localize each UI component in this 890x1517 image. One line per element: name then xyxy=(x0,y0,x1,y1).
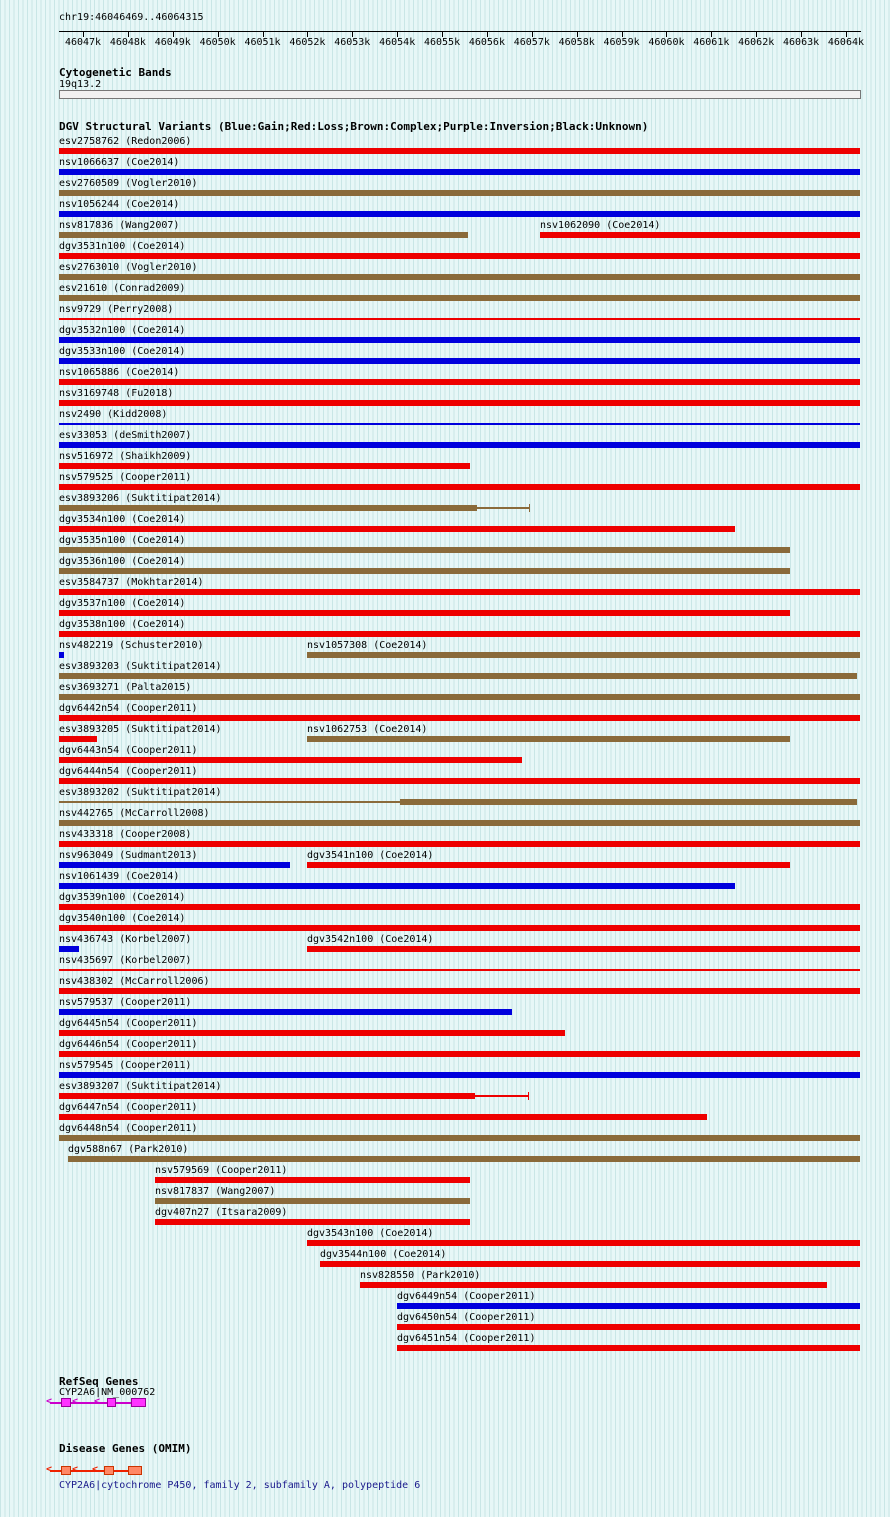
variant-label[interactable]: dgv3543n100 (Coe2014) xyxy=(307,1228,434,1239)
variant-bar[interactable] xyxy=(540,232,860,238)
variant-bar[interactable] xyxy=(529,504,530,512)
variant-bar[interactable] xyxy=(59,904,860,910)
variant-bar[interactable] xyxy=(59,274,860,280)
ruler-tick-label: 46051k xyxy=(244,37,281,48)
variant-bar[interactable] xyxy=(59,295,860,301)
variant-bar[interactable] xyxy=(59,379,860,385)
variant-label[interactable]: dgv588n67 (Park2010) xyxy=(68,1144,189,1155)
variant-label[interactable]: esv3693271 (Palta2015) xyxy=(59,682,192,693)
refseq-section-title: RefSeq Genes xyxy=(59,1375,139,1388)
variant-label[interactable]: dgv3531n100 (Coe2014) xyxy=(59,241,186,252)
variant-label[interactable]: dgv6450n54 (Cooper2011) xyxy=(397,1312,536,1323)
variant-label[interactable]: dgv6444n54 (Cooper2011) xyxy=(59,766,198,777)
refseq-gene-label[interactable]: CYP2A6|NM_000762 xyxy=(59,1387,156,1398)
variant-bar[interactable] xyxy=(59,969,860,971)
variant-label[interactable]: dgv6451n54 (Cooper2011) xyxy=(397,1333,536,1344)
variant-bar[interactable] xyxy=(59,610,790,616)
refseq-gene-glyph[interactable] xyxy=(46,1397,150,1409)
omim-gene-glyph[interactable] xyxy=(46,1465,146,1477)
variant-bar[interactable] xyxy=(307,736,790,742)
variant-bar[interactable] xyxy=(59,148,860,154)
variant-label[interactable]: nsv436743 (Korbel2007) xyxy=(59,934,192,945)
variant-label[interactable]: nsv482219 (Schuster2010) xyxy=(59,640,204,651)
variant-bar[interactable] xyxy=(59,484,860,490)
variant-label[interactable]: nsv817836 (Wang2007) xyxy=(59,220,180,231)
gene-exon xyxy=(131,1398,146,1407)
variant-label[interactable]: dgv6446n54 (Cooper2011) xyxy=(59,1039,198,1050)
variant-bar[interactable] xyxy=(59,801,400,803)
variant-bar[interactable] xyxy=(307,946,860,952)
variant-label[interactable]: dgv3538n100 (Coe2014) xyxy=(59,619,186,630)
variant-label[interactable]: nsv442765 (McCarroll2008) xyxy=(59,808,210,819)
variant-label[interactable]: nsv828550 (Park2010) xyxy=(360,1270,481,1281)
ruler-tick-label: 46057k xyxy=(513,37,550,48)
variant-bar[interactable] xyxy=(475,1095,528,1097)
variant-bar[interactable] xyxy=(59,589,860,595)
variant-label[interactable]: dgv6449n54 (Cooper2011) xyxy=(397,1291,536,1302)
variant-label[interactable]: nsv1062753 (Coe2014) xyxy=(307,724,428,735)
variant-label[interactable]: nsv1061439 (Coe2014) xyxy=(59,871,180,882)
variant-bar[interactable] xyxy=(59,736,97,742)
variant-label[interactable]: esv3893203 (Suktitipat2014) xyxy=(59,661,222,672)
variant-bar[interactable] xyxy=(59,673,857,679)
variant-label[interactable]: esv2760509 (Vogler2010) xyxy=(59,178,198,189)
variant-label[interactable]: dgv3537n100 (Coe2014) xyxy=(59,598,186,609)
variant-bar[interactable] xyxy=(320,1261,860,1267)
variant-bar[interactable] xyxy=(528,1092,529,1100)
variant-bar[interactable] xyxy=(59,547,790,553)
variant-bar[interactable] xyxy=(59,568,790,574)
strand-arrow-icon: < xyxy=(94,1396,101,1407)
variant-label[interactable]: esv2763010 (Vogler2010) xyxy=(59,262,198,273)
gene-exon xyxy=(128,1466,142,1475)
gene-exon xyxy=(61,1466,71,1475)
ruler-tick-label: 46053k xyxy=(334,37,371,48)
variant-label[interactable]: nsv9729 (Perry2008) xyxy=(59,304,174,315)
cytoband-name: 19q13.2 xyxy=(59,79,102,90)
variant-bar[interactable] xyxy=(59,652,64,658)
variant-label[interactable]: dgv3534n100 (Coe2014) xyxy=(59,514,186,525)
variant-bar[interactable] xyxy=(59,442,860,448)
variant-label[interactable]: nsv579537 (Cooper2011) xyxy=(59,997,192,1008)
gene-exon xyxy=(107,1398,116,1407)
gene-exon xyxy=(61,1398,71,1407)
variant-bar[interactable] xyxy=(59,778,860,784)
variant-bar[interactable] xyxy=(59,232,468,238)
variant-bar[interactable] xyxy=(59,631,860,637)
variant-bar[interactable] xyxy=(59,423,860,425)
variant-label[interactable]: esv33053 (deSmith2007) xyxy=(59,430,192,441)
variant-bar[interactable] xyxy=(59,463,470,469)
variant-bar[interactable] xyxy=(59,337,860,343)
variant-bar[interactable] xyxy=(59,715,860,721)
variant-bar[interactable] xyxy=(59,988,860,994)
cytoband-section-title: Cytogenetic Bands xyxy=(59,66,172,79)
ruler-tick-label: 46061k xyxy=(693,37,730,48)
variant-label[interactable]: dgv3539n100 (Coe2014) xyxy=(59,892,186,903)
variant-bar[interactable] xyxy=(59,400,860,406)
ruler-tick-label: 46059k xyxy=(603,37,640,48)
variant-bar[interactable] xyxy=(400,799,857,805)
ruler-tick-label: 46054k xyxy=(379,37,416,48)
variant-label[interactable]: nsv1066637 (Coe2014) xyxy=(59,157,180,168)
variant-bar[interactable] xyxy=(307,652,860,658)
variant-label[interactable]: nsv817837 (Wang2007) xyxy=(155,1186,276,1197)
variant-bar[interactable] xyxy=(59,190,860,196)
strand-arrow-icon: < xyxy=(46,1464,53,1475)
variant-label[interactable]: dgv3540n100 (Coe2014) xyxy=(59,913,186,924)
region-label: chr19:46046469..46064315 xyxy=(59,12,204,23)
variant-label[interactable]: dgv6448n54 (Cooper2011) xyxy=(59,1123,198,1134)
variant-label[interactable]: dgv3542n100 (Coe2014) xyxy=(307,934,434,945)
variant-label[interactable]: nsv579569 (Cooper2011) xyxy=(155,1165,288,1176)
variant-label[interactable]: dgv6445n54 (Cooper2011) xyxy=(59,1018,198,1029)
variant-bar[interactable] xyxy=(59,757,522,763)
variant-bar[interactable] xyxy=(59,358,860,364)
variant-label[interactable]: nsv1065886 (Coe2014) xyxy=(59,367,180,378)
variant-bar[interactable] xyxy=(59,1093,475,1099)
variant-label[interactable]: esv21610 (Conrad2009) xyxy=(59,283,186,294)
variant-bar[interactable] xyxy=(59,946,79,952)
ruler-tick-label: 46047k xyxy=(64,37,102,48)
variant-label[interactable]: nsv1057308 (Coe2014) xyxy=(307,640,428,651)
variant-label[interactable]: dgv3536n100 (Coe2014) xyxy=(59,556,186,567)
variant-label[interactable]: dgv407n27 (Itsara2009) xyxy=(155,1207,288,1218)
variant-label[interactable]: dgv6443n54 (Cooper2011) xyxy=(59,745,198,756)
variant-bar[interactable] xyxy=(59,505,477,511)
ruler-tick-label: 46050k xyxy=(199,37,236,48)
gene-exon xyxy=(104,1466,114,1475)
variant-label[interactable]: dgv3535n100 (Coe2014) xyxy=(59,535,186,546)
variant-label[interactable]: dgv6447n54 (Cooper2011) xyxy=(59,1102,198,1113)
ruler-tick-label: 46056k xyxy=(468,37,505,48)
variant-bar[interactable] xyxy=(59,318,860,320)
variant-label[interactable]: nsv2490 (Kidd2008) xyxy=(59,409,168,420)
ruler-tick-label: 46062k xyxy=(738,37,775,48)
variant-label[interactable]: nsv435697 (Korbel2007) xyxy=(59,955,192,966)
variant-bar[interactable] xyxy=(59,1114,707,1120)
variant-bar[interactable] xyxy=(397,1324,860,1330)
strand-arrow-icon: < xyxy=(72,1396,79,1407)
variant-label[interactable]: nsv3169748 (Fu2018) xyxy=(59,388,174,399)
variant-label[interactable]: esv3584737 (Mokhtar2014) xyxy=(59,577,204,588)
variant-bar[interactable] xyxy=(155,1177,470,1183)
variant-label[interactable]: dgv6442n54 (Cooper2011) xyxy=(59,703,198,714)
variant-bar[interactable] xyxy=(59,862,290,868)
variant-bar[interactable] xyxy=(155,1219,470,1225)
ruler-tick-label: 46063k xyxy=(783,37,820,48)
ruler-tick-label: 46064k xyxy=(827,37,865,48)
variant-label[interactable]: dgv3541n100 (Coe2014) xyxy=(307,850,434,861)
variant-bar[interactable] xyxy=(477,507,529,509)
strand-arrow-icon: < xyxy=(72,1464,79,1475)
ruler-tick-label: 46052k xyxy=(289,37,326,48)
variant-label[interactable]: esv3893206 (Suktitipat2014) xyxy=(59,493,222,504)
variant-bar[interactable] xyxy=(59,1051,860,1057)
ruler-tick-label: 46048k xyxy=(109,37,146,48)
dgv-section-title: DGV Structural Variants (Blue:Gain;Red:Loss;Brown:Complex;Purple:Inversion;Black:Unknown) xyxy=(59,120,649,133)
variant-label[interactable]: nsv1056244 (Coe2014) xyxy=(59,199,180,210)
cytoband-bar xyxy=(59,90,861,99)
ruler-tick-label: 46049k xyxy=(154,37,191,48)
variant-bar[interactable] xyxy=(155,1198,470,1204)
variant-bar[interactable] xyxy=(59,253,860,259)
variant-bar[interactable] xyxy=(59,925,860,931)
variant-bar[interactable] xyxy=(307,862,790,868)
variant-bar[interactable] xyxy=(397,1345,860,1351)
variant-bar[interactable] xyxy=(59,1072,860,1078)
variant-label[interactable]: nsv516972 (Shaikh2009) xyxy=(59,451,192,462)
strand-arrow-icon: < xyxy=(46,1396,53,1407)
variant-bar[interactable] xyxy=(59,211,860,217)
ruler-tick-label: 46060k xyxy=(648,37,685,48)
variant-bar[interactable] xyxy=(59,526,735,532)
variant-label[interactable]: esv2758762 (Redon2006) xyxy=(59,136,192,147)
strand-arrow-icon: < xyxy=(92,1464,99,1475)
variant-label[interactable]: nsv963049 (Sudmant2013) xyxy=(59,850,198,861)
variant-bar[interactable] xyxy=(397,1303,860,1309)
variant-label[interactable]: dgv3544n100 (Coe2014) xyxy=(320,1249,447,1260)
ruler-line xyxy=(59,31,861,32)
variant-label[interactable]: nsv1062090 (Coe2014) xyxy=(540,220,661,231)
variant-label[interactable]: esv3893207 (Suktitipat2014) xyxy=(59,1081,222,1092)
ruler-tick-label: 46058k xyxy=(558,37,595,48)
variant-bar[interactable] xyxy=(68,1156,860,1162)
omim-section-title: Disease Genes (OMIM) xyxy=(59,1442,192,1455)
variant-bar[interactable] xyxy=(59,1009,512,1015)
variant-bar[interactable] xyxy=(59,883,735,889)
variant-bar[interactable] xyxy=(59,694,860,700)
variant-bar[interactable] xyxy=(59,841,860,847)
variant-label[interactable]: dgv3533n100 (Coe2014) xyxy=(59,346,186,357)
variant-label[interactable]: dgv3532n100 (Coe2014) xyxy=(59,325,186,336)
variant-bar[interactable] xyxy=(59,820,860,826)
variant-label[interactable]: nsv438302 (McCarroll2006) xyxy=(59,976,210,987)
variant-label[interactable]: esv3893205 (Suktitipat2014) xyxy=(59,724,222,735)
variant-bar[interactable] xyxy=(59,169,860,175)
ruler-tick-label: 46055k xyxy=(423,37,461,48)
variant-bar[interactable] xyxy=(59,1030,565,1036)
variant-bar[interactable] xyxy=(307,1240,860,1246)
variant-bar[interactable] xyxy=(360,1282,827,1288)
omim-gene-caption: CYP2A6|cytochrome P450, family 2, subfamily A, polypeptide 6 xyxy=(59,1480,421,1491)
variant-bar[interactable] xyxy=(59,1135,860,1141)
variant-label[interactable]: nsv433318 (Cooper2008) xyxy=(59,829,192,840)
variant-label[interactable]: esv3893202 (Suktitipat2014) xyxy=(59,787,222,798)
variant-label[interactable]: nsv579525 (Cooper2011) xyxy=(59,472,192,483)
variant-label[interactable]: nsv579545 (Cooper2011) xyxy=(59,1060,192,1071)
